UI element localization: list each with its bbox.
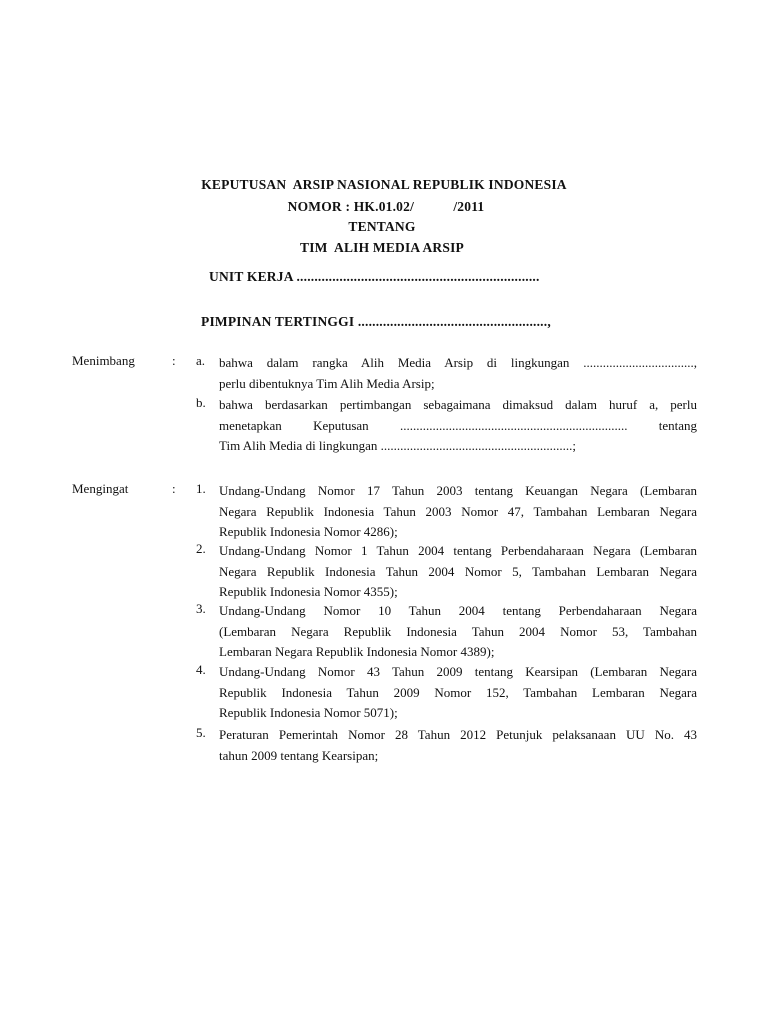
list-marker: 4. [196, 662, 206, 677]
mengingat-item-1 [219, 481, 697, 543]
item-line: (Lembaran Negara Republik Indonesia Tahun 2004 Nomor 53, Tambahan [219, 623, 697, 639]
list-marker: 1. [196, 481, 206, 496]
mengingat-item-3 [219, 601, 697, 663]
item-line: bahwa dalam rangka Alih Media Arsip di lingkungan .................................., [219, 355, 697, 370]
item-line: bahwa berdasarkan pertimbangan sebagaimana dimaksud dalam huruf a, perlu [219, 397, 697, 412]
mengingat-item-2 [219, 541, 697, 603]
item-line: Undang-Undang Nomor 43 Tahun 2009 tentang Kearsipan (Lembaran Negara [219, 664, 697, 679]
item-line: Undang-Undang Nomor 17 Tahun 2003 tentang Keuangan Negara (Lembaran [219, 483, 697, 498]
item-line: Negara Republik Indonesia Tahun 2003 Nomor 47, Tambahan Lembaran Negara [219, 503, 697, 519]
item-line: menetapkan Keputusan ...................................................................... tentang [219, 417, 697, 433]
item-line: perlu dibentuknya Tim Alih Media Arsip; [219, 375, 435, 391]
decree-about-label: TENTANG [348, 219, 416, 234]
pimpinan-field: PIMPINAN TERTINGGI ....................................................., [201, 314, 551, 329]
item-line: Negara Republik Indonesia Tahun 2004 Nomor 5, Tambahan Lembaran Negara [219, 563, 697, 579]
list-marker: b. [196, 395, 206, 410]
item-line: Lembaran Negara Republik Indonesia Nomor 4389); [219, 644, 495, 659]
list-marker: a. [196, 353, 206, 368]
menimbang-colon: : [172, 353, 176, 368]
mengingat-label: Mengingat [72, 481, 129, 496]
item-line: Republik Indonesia Nomor 4355); [219, 584, 398, 599]
mengingat-item-5 [219, 725, 697, 766]
unit-kerja-field: UNIT KERJA .................................................................... [209, 269, 540, 284]
item-line: Republik Indonesia Tahun 2009 Nomor 152, Tambahan Lembaran Negara [219, 684, 697, 700]
item-line: Undang-Undang Nomor 10 Tahun 2004 tentang Perbendaharaan Negara [219, 603, 697, 618]
item-line: Peraturan Pemerintah Nomor 28 Tahun 2012 Petunjuk pelaksanaan UU No. 43 [219, 727, 697, 742]
menimbang-item-b [219, 395, 697, 457]
list-marker: 2. [196, 541, 206, 556]
decree-number: NOMOR : HK.01.02/ /2011 [287, 199, 485, 214]
mengingat-item-4 [219, 662, 697, 724]
list-marker: 3. [196, 601, 206, 616]
decree-title: KEPUTUSAN ARSIP NASIONAL REPUBLIK INDONESIA [201, 177, 567, 192]
item-line: Undang-Undang Nomor 1 Tahun 2004 tentang Perbendaharaan Negara (Lembaran [219, 543, 697, 558]
mengingat-colon: : [172, 481, 176, 496]
item-line: Tim Alih Media di lingkungan ...........................................................; [219, 438, 577, 453]
item-line: tahun 2009 tentang Kearsipan; [219, 747, 379, 763]
menimbang-item-a [219, 353, 697, 394]
menimbang-label: Menimbang [72, 353, 135, 368]
item-line: Republik Indonesia Nomor 5071); [219, 705, 398, 720]
list-marker: 5. [196, 725, 206, 740]
decree-subject: TIM ALIH MEDIA ARSIP [300, 240, 464, 255]
item-line: Republik Indonesia Nomor 4286); [219, 524, 398, 539]
